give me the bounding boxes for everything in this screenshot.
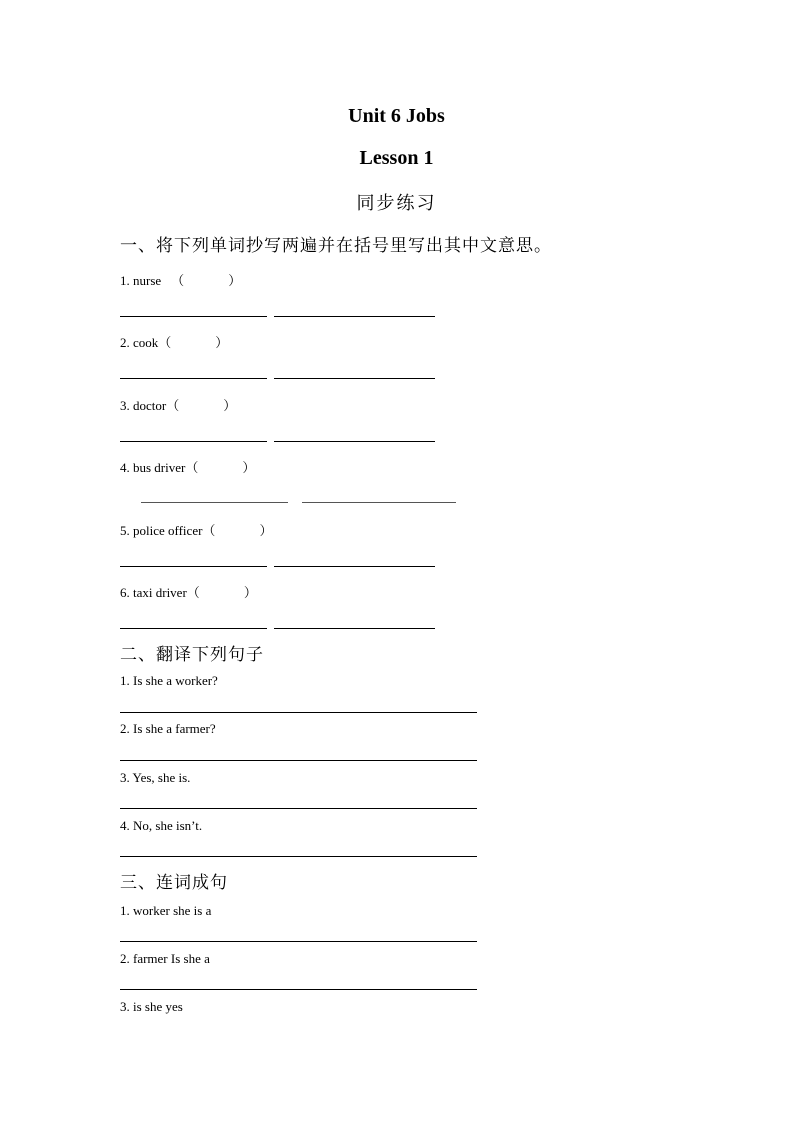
answer-line[interactable] [120, 712, 477, 713]
section-3-heading: 三、连词成句 [120, 873, 228, 893]
word-label: 4. bus driver [120, 460, 186, 475]
right-paren: ） [228, 273, 242, 288]
answer-line[interactable] [274, 566, 435, 567]
page-title: Unit 6 Jobs [348, 105, 445, 127]
left-paren: （ [158, 335, 172, 350]
answer-line[interactable] [120, 760, 477, 761]
word-label: 6. taxi driver [120, 585, 187, 600]
word-label: 5. police officer [120, 523, 203, 538]
word-label: 2. cook [120, 335, 159, 350]
left-paren: （ [166, 398, 180, 413]
answer-line[interactable] [120, 808, 477, 809]
answer-line[interactable] [120, 566, 267, 567]
left-paren: （ [202, 523, 216, 538]
sentence-item-2: 2. Is she a farmer? [120, 721, 216, 736]
section-2-heading: 二、翻译下列句子 [120, 645, 264, 665]
right-paren: ） [259, 523, 273, 538]
lesson-title: Lesson 1 [359, 147, 434, 169]
word-item-5 [120, 520, 272, 539]
right-paren: ） [215, 335, 229, 350]
left-paren: （ [185, 460, 199, 475]
scramble-item-3: 3. is she yes [120, 999, 183, 1014]
word-item-1 [120, 270, 241, 289]
answer-line[interactable] [120, 316, 267, 317]
word-item-6 [120, 582, 257, 601]
answer-line[interactable] [141, 502, 288, 503]
left-paren: （ [171, 273, 185, 288]
answer-line[interactable] [120, 441, 267, 442]
word-item-2 [120, 332, 228, 351]
answer-line[interactable] [274, 316, 435, 317]
word-label: 1. nurse [120, 273, 162, 288]
answer-line[interactable] [274, 441, 435, 442]
answer-line[interactable] [274, 378, 435, 379]
sentence-item-4: 4. No, she isn’t. [120, 818, 203, 833]
scramble-item-2: 2. farmer Is she a [120, 951, 210, 966]
answer-line[interactable] [120, 989, 477, 990]
answer-line[interactable] [274, 628, 435, 629]
right-paren: ） [243, 585, 257, 600]
section-1-heading: 一、将下列单词抄写两遍并在括号里写出其中文意思。 [120, 236, 552, 256]
answer-line[interactable] [302, 502, 456, 503]
word-item-4 [120, 457, 255, 476]
sentence-item-3: 3. Yes, she is. [120, 770, 191, 785]
right-paren: ） [223, 398, 237, 413]
scramble-item-1: 1. worker she is a [120, 903, 212, 918]
word-item-3 [120, 395, 236, 414]
answer-line[interactable] [120, 628, 267, 629]
sentence-item-1: 1. Is she a worker? [120, 673, 218, 688]
right-paren: ） [242, 460, 256, 475]
word-label: 3. doctor [120, 398, 167, 413]
left-paren: （ [186, 585, 200, 600]
answer-line[interactable] [120, 856, 477, 857]
answer-line[interactable] [120, 941, 477, 942]
page-subtitle: 同步练习 [356, 193, 437, 214]
answer-line[interactable] [120, 378, 267, 379]
